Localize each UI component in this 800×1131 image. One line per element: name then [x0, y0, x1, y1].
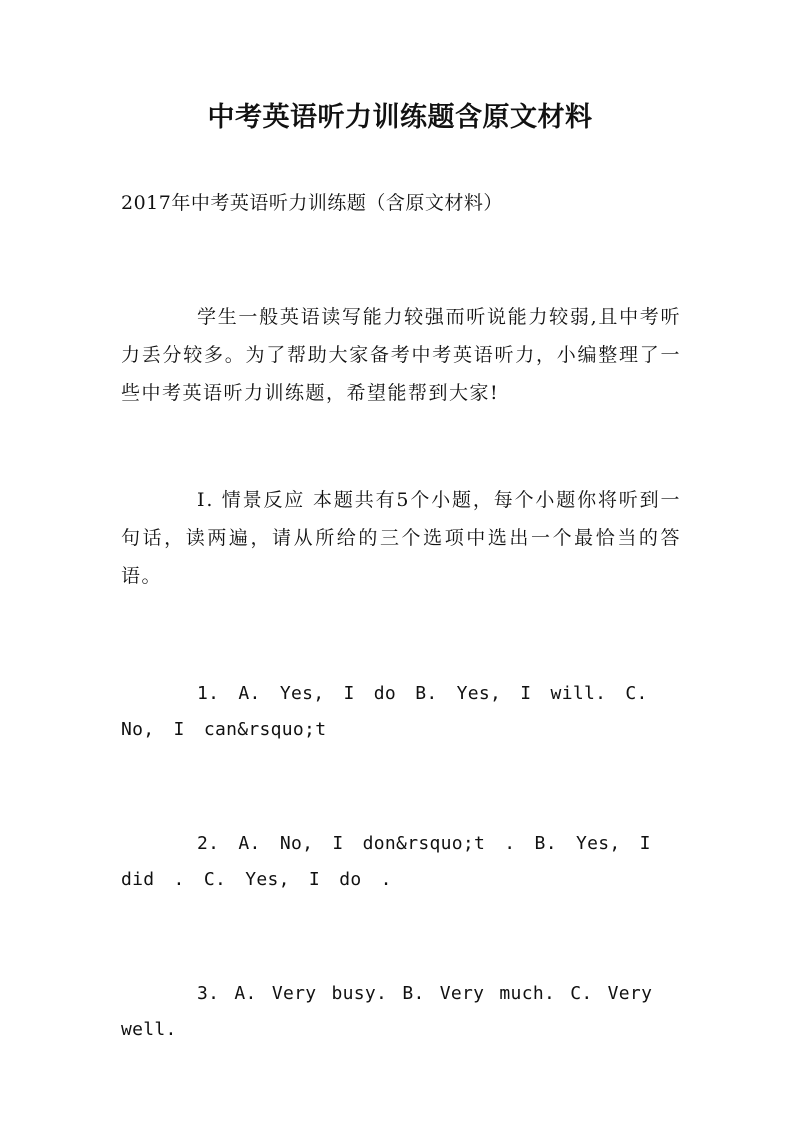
question-2: 2. A. No, I don&rsquo;t . B. Yes, I did . C. Yes, I do .: [121, 833, 651, 890]
document-subtitle: 2017年中考英语听力训练题（含原文材料）: [121, 192, 503, 214]
document-title: 中考英语听力训练题含原文材料: [207, 102, 593, 133]
question-3: 3. A. Very busy. B. Very much. C. Very well.: [121, 983, 653, 1040]
question-1: 1. A. Yes, I do B. Yes, I will. C. No, I can&rsquo;t: [121, 683, 648, 740]
section-instructions: Ⅰ. 情景反应 本题共有5个小题，每个小题你将听到一句话，读两遍，请从所给的三个选项中选出一个最恰当的答语。: [121, 489, 681, 587]
intro-paragraph: 学生一般英语读写能力较强而听说能力较弱,且中考听力丢分较多。为了帮助大家备考中考英语听力，小编整理了一些中考英语听力训练题，希望能帮到大家!: [121, 306, 681, 404]
